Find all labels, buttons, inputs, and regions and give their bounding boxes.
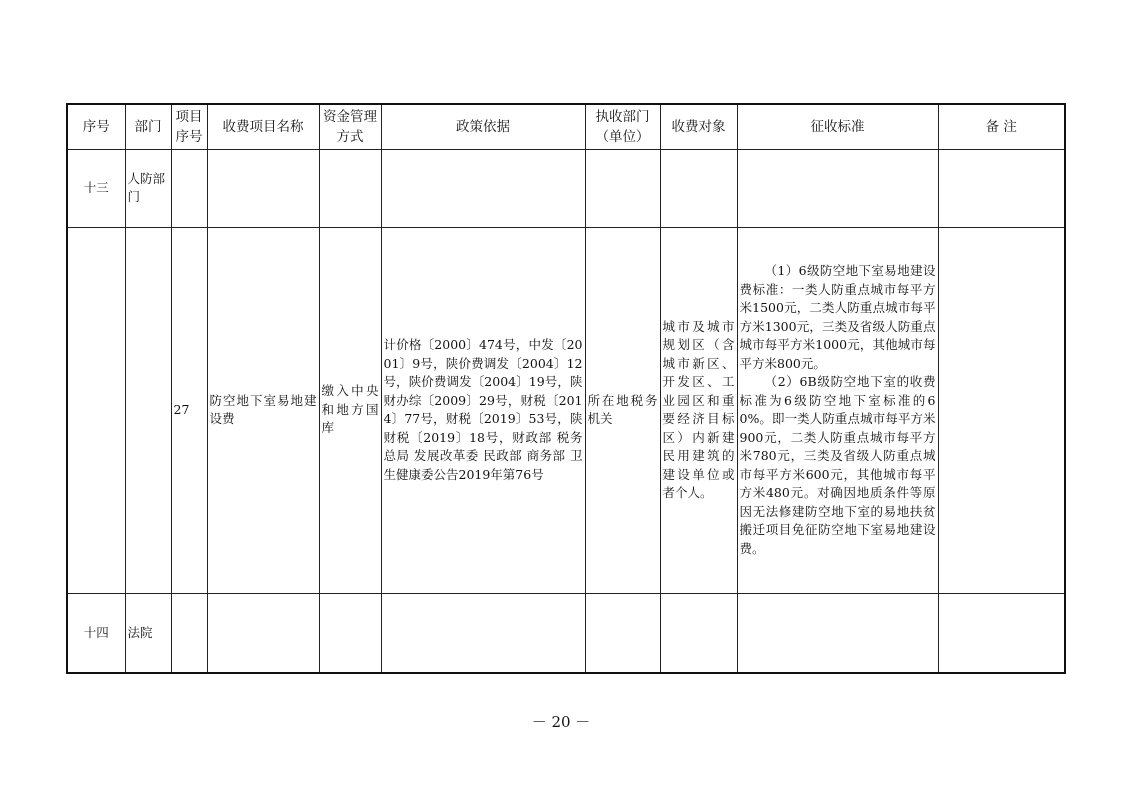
row-collector (585, 593, 660, 673)
header-fund: 资金管理方式 (319, 104, 381, 149)
page-number: － 20 － (531, 713, 591, 731)
row-item-no (171, 593, 207, 673)
row-policy (381, 593, 585, 673)
table-row (67, 149, 1065, 227)
row-fund (319, 593, 381, 673)
row-name (207, 593, 319, 673)
row-dept: 法院 (125, 593, 171, 673)
header-item-no: 项目序号 (171, 104, 207, 149)
header-name: 收费项目名称 (207, 104, 319, 149)
header-collector: 执收部门（单位） (585, 104, 660, 149)
standard-paragraph: （1）6级防空地下室易地建设费标准：一类人防重点城市每平方米1500元，二类人防重点城市每平方米1300元，三类及省级人防重点城市每平方米1000元，其他城市每平方米800元。 (739, 263, 936, 371)
table-row (67, 593, 1065, 673)
row-item-no (171, 149, 207, 227)
row-target: 城市及城市规划区（含城市新区、开发区、工业园区和重要经济目标区）内新建民用建筑的建设单位或者个人。 (660, 227, 737, 593)
row-target (660, 149, 737, 227)
row-dept (125, 227, 171, 593)
row-name: 防空地下室易地建设费 (207, 227, 319, 593)
row-fund (319, 149, 381, 227)
row-remark (938, 149, 1065, 227)
header-policy: 政策依据 (381, 104, 585, 149)
row-dept: 人防部门 (125, 149, 171, 227)
row-standard (737, 227, 938, 593)
header-target: 收费对象 (660, 104, 737, 149)
row-standard (737, 593, 938, 673)
row-collector: 所在地税务机关 (585, 227, 660, 593)
row-seq: 十四 (67, 593, 125, 673)
header-standard: 征收标准 (737, 104, 938, 149)
standard-paragraph: （2）6B级防空地下室的收费标准为6级防空地下室标准的60%。即一类人防重点城市每平方米900元，二类人防重点城市每平方米780元，三类及省级人防重点城市每平方米600元，其他城市每平方米480元。对确因地质条件等原因无法修建防空地下室的易地扶贫搬迁项目免征防空地下室易地建设费。 (739, 374, 936, 556)
row-item-no: 27 (171, 227, 207, 593)
row-remark (938, 227, 1065, 593)
row-remark (938, 593, 1065, 673)
table-row (67, 227, 1065, 593)
row-fund: 缴入中央和地方国库 (319, 227, 381, 593)
table-header-row (67, 104, 1065, 149)
row-seq: 十三 (67, 149, 125, 227)
row-collector (585, 149, 660, 227)
row-name (207, 149, 319, 227)
header-seq: 序号 (67, 104, 125, 149)
header-remark: 备 注 (938, 104, 1065, 149)
row-policy: 计价格〔2000〕474号，中发〔2001〕9号，陕价费调发〔2004〕12号，陕价费调发〔2004〕19号，陕财办综〔2009〕29号，财税〔2014〕77号，财税〔2019〕53号，陕财税〔2019〕18号，财政部 税务总局 发展改革委 民政部 商务部 卫生健康委公告2019年第76号 (381, 227, 585, 593)
row-standard (737, 149, 938, 227)
row-seq (67, 227, 125, 593)
row-target (660, 593, 737, 673)
header-dept: 部门 (125, 104, 171, 149)
row-policy (381, 149, 585, 227)
fee-table (66, 103, 1066, 674)
